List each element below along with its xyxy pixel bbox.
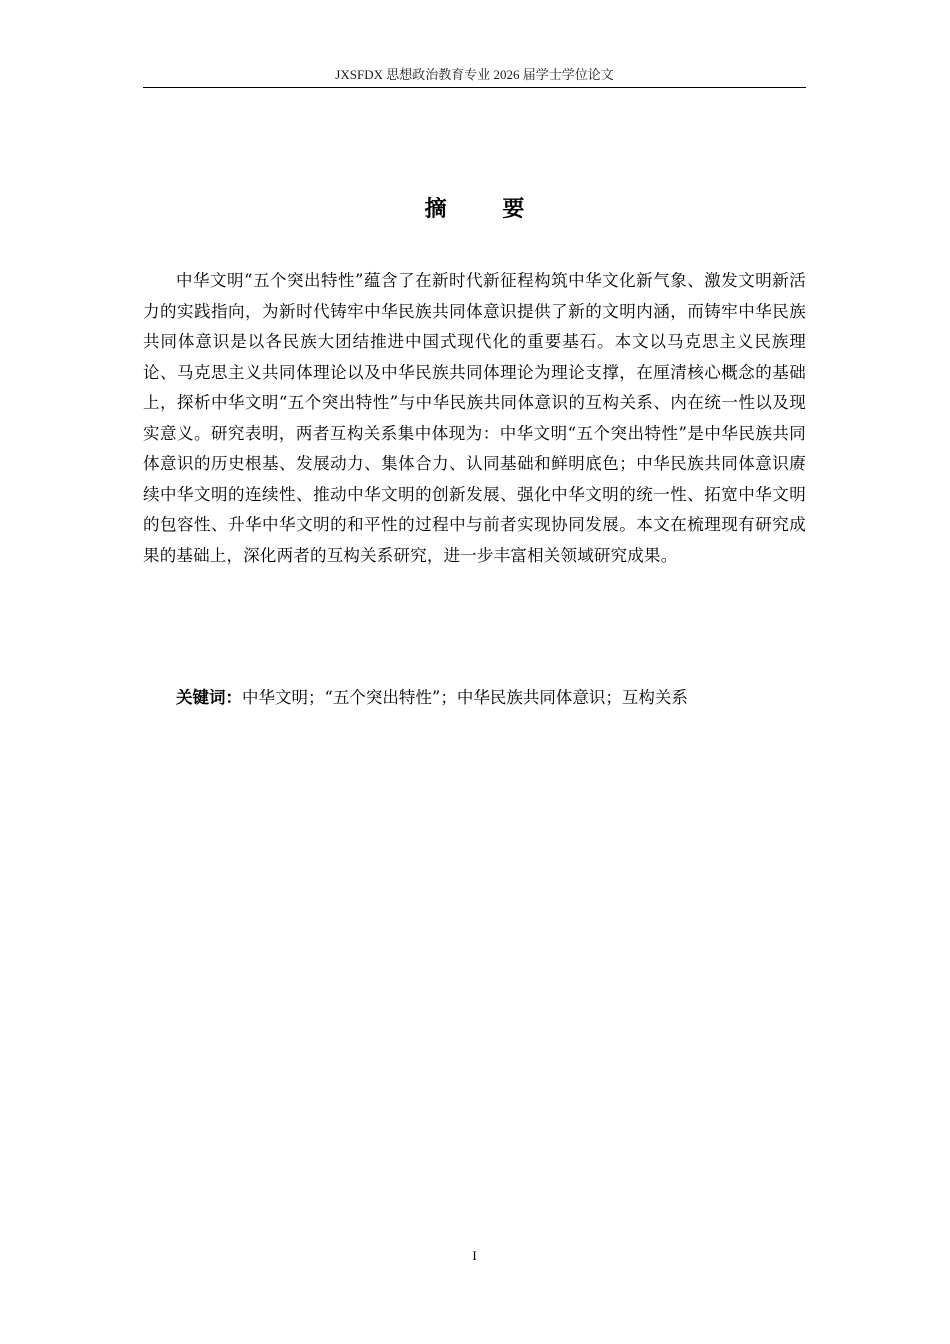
abstract-title: 摘 要 [424, 196, 549, 222]
running-header: JXSFDX 思想政治教育专业 2026 届学士学位论文 [335, 67, 614, 82]
keywords-line [176, 684, 806, 712]
keywords-text: 中华文明；“五个突出特性”；中华民族共同体意识；互构关系 [242, 688, 688, 707]
header-divider [143, 87, 806, 88]
keywords-label: 关键词： [176, 688, 242, 707]
abstract-body: 中华文明“五个突出特性”蕴含了在新时代新征程构筑中华文化新气象、激发文明新活力的实践指向，为新时代铸牢中华民族共同体意识提供了新的文明内涵，而铸牢中华民族共同体意识是以各民族大团结推进中国式现代化的重要基石。本文以马克思主义民族理论、马克思主义共同体理论以及中华民族共同体理论为理论支撑，在厘清核心概念的基础上，探析中华文明“五个突出特性”与中华民族共同体意识的互构关系、内在统一性以及现实意义。研究表明，两者互构关系集中体现为：中华文明“五个突出特性”是中华民族共同体意识的历史根基、发展动力、集体合力、认同基础和鲜明底色；中华民族共同体意识赓续中华文明的连续性、推动中华文明的创新发展、强化中华文明的统一性、拓宽中华文明的包容性、升华中华文明的和平性的过程中与前者实现协同发展。本文在梳理现有研究成果的基础上，深化两者的互构关系研究，进一步丰富相关领域研究成果。 [143, 271, 806, 565]
page-number: I [472, 1248, 477, 1263]
